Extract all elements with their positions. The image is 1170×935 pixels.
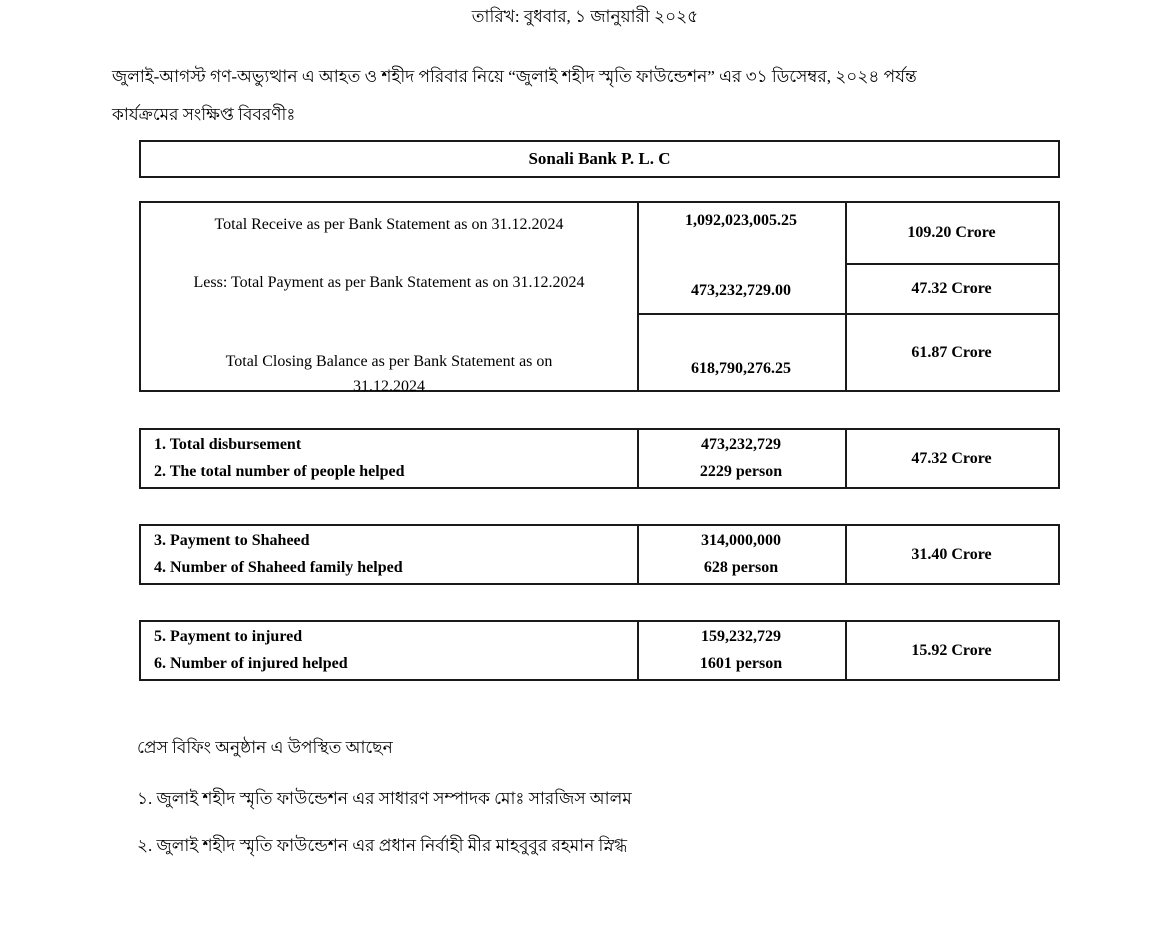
summary-row-value: 159,232,729 [701,628,781,645]
statement-row-crore: 61.87 Crore [911,343,992,361]
statement-row-amount: 473,232,729.00 [691,282,791,299]
summary-crore: 15.92 Crore [911,641,992,659]
summary-row-label: 6. Number of injured helped [154,655,348,672]
summary-table-shaheed [139,524,1060,585]
summary-row-label: 5. Payment to injured [154,628,303,645]
summary-crore: 47.32 Crore [911,449,992,467]
summary-row-label: 3. Payment to Shaheed [154,532,310,549]
statement-row-label: Total Closing Balance as per Bank Statement as on 31.12.2024 [225,353,553,395]
summary-table-injured [139,620,1060,681]
statement-row-amount: 618,790,276.25 [691,360,791,377]
statement-row-crore: 109.20 Crore [907,224,996,241]
statement-row-label: Total Receive as per Bank Statement as on 31.12.2024 [214,216,564,233]
statement-row-crore: 47.32 Crore [911,280,992,297]
summary-row-value: 628 person [703,559,779,576]
date-line: তারিখ: বুধবার, ১ জানুয়ারী ২০২৫ [471,7,699,26]
statement-row-amount: 1,092,023,005.25 [685,212,797,229]
attendee-item: ১. জুলাই শহীদ স্মৃতি ফাউন্ডেশন এর সাধারণ সম্পাদক মোঃ সারজিস আলম [137,789,632,808]
attendee-item: ২. জুলাই শহীদ স্মৃতি ফাউন্ডেশন এর প্রধান নির্বাহী মীর মাহবুবুর রহমান স্নিগ্ধ [137,836,628,855]
summary-table-disbursement [139,428,1060,489]
statement-row-label: Less: Total Payment as per Bank Statement as on 31.12.2024 [193,274,585,291]
summary-row-label: 4. Number of Shaheed family helped [154,559,403,576]
bank-title: Sonali Bank P. L. C [528,149,671,168]
summary-crore: 31.40 Crore [911,545,992,563]
bank-statement-table [139,201,1060,395]
press-briefing-heading: প্রেস বিফিং অনুষ্ঠান এ উপস্থিত আছেন [137,738,393,757]
summary-row-value: 2229 person [699,463,783,480]
summary-row-value: 473,232,729 [701,436,781,453]
summary-row-value: 314,000,000 [701,532,781,549]
intro-paragraph [112,58,992,134]
bank-title-box [139,140,1060,178]
summary-row-label: 2. The total number of people helped [154,463,405,480]
intro-line-2: কার্যক্রমের সংক্ষিপ্ত বিবরণীঃ [112,105,296,124]
summary-row-value: 1601 person [699,655,783,672]
intro-line-1: জুলাই-আগস্ট গণ-অভ্যুত্থান এ আহত ও শহীদ পরিবার নিয়ে “জুলাই শহীদ স্মৃতি ফাউন্ডেশন” এর ৩১ ডিসেম্বর, ২০২৪ পর্যন্ত [112,67,917,86]
summary-row-label: 1. Total disbursement [154,436,302,453]
